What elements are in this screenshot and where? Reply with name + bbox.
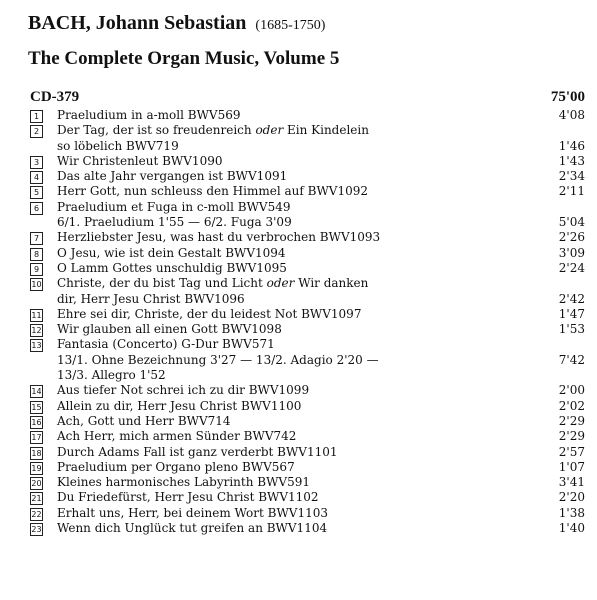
title-text: Wir glauben all einen Gott BWV1098 (57, 322, 282, 337)
track-title (57, 230, 541, 245)
track-title-line (57, 108, 541, 123)
track-row (30, 337, 585, 383)
track-title (57, 383, 541, 398)
track-title-line (57, 490, 541, 505)
title-text: Allein zu dir, Herr Jesu Christ BWV1100 (57, 398, 302, 413)
track-duration: 1'07 (558, 459, 585, 474)
track-title-line (57, 246, 541, 261)
track-title-line (57, 276, 541, 291)
title-italic-word: oder (266, 276, 295, 291)
track-number-box: 11 (31, 310, 42, 320)
track-duration: 1'40 (558, 521, 585, 536)
track-duration: 4'08 (558, 108, 585, 122)
track-duration: 3'41 (558, 475, 585, 490)
track-row (30, 506, 585, 521)
track-title-line (57, 475, 541, 490)
track-duration: 2'42 (558, 291, 585, 306)
track-title (57, 200, 541, 231)
track-title (57, 307, 541, 322)
track-title (57, 123, 541, 154)
track-row (30, 475, 585, 490)
track-number-box: 4 (30, 171, 43, 184)
track-row (30, 123, 585, 154)
track-number-box: 21 (31, 494, 42, 504)
track-title (57, 445, 541, 460)
track-number-box: 17 (31, 433, 42, 443)
track-title-line (57, 307, 541, 322)
track-title-line (57, 292, 541, 307)
title-text: Du Friedefürst, Herr Jesu Christ BWV1102 (57, 490, 319, 505)
track-title-line (57, 123, 541, 138)
track-number-box: 7 (30, 232, 43, 245)
track-number-box: 19 (31, 463, 42, 473)
title-text: Ehre sei dir, Christe, der du leidest Not BWV1097 (57, 306, 362, 321)
track-title (57, 184, 541, 199)
track-title (57, 429, 541, 444)
track-title-line (57, 337, 541, 352)
track-duration: 1'47 (558, 306, 585, 321)
title-text: Herzliebster Jesu, was hast du verbrochen BWV1093 (57, 230, 381, 245)
track-duration: 2'34 (558, 169, 585, 184)
title-text: Praeludium per Organo pleno BWV567 (57, 459, 295, 474)
title-text: Fantasia (Concerto) G-Dur BWV571 (57, 337, 275, 352)
track-duration: 3'09 (558, 245, 585, 260)
track-duration: 2'02 (558, 398, 585, 413)
track-duration: 2'00 (558, 383, 585, 398)
composer-name: BACH, Johann Sebastian (28, 12, 247, 34)
track-title-line (57, 139, 541, 154)
track-title-line (57, 383, 541, 398)
track-title (57, 490, 541, 505)
track-title (57, 414, 541, 429)
track-row (30, 322, 585, 337)
track-number-box: 22 (31, 509, 42, 519)
track-number-box: 9 (30, 263, 43, 276)
title-text: 13/3. Allegro 1'52 (57, 368, 166, 383)
title-text: 13/1. Ohne Bezeichnung 3'27 — 13/2. Adagio 2'20 — (57, 352, 379, 367)
track-title-line (57, 521, 541, 536)
track-title-line (57, 445, 541, 460)
track-title (57, 399, 541, 414)
track-number-box: 10 (31, 280, 42, 290)
title-text: Der Tag, der ist so freudenreich (57, 123, 256, 138)
track-title-line (57, 230, 541, 245)
track-title (57, 169, 541, 184)
track-row (30, 230, 585, 245)
track-row (30, 490, 585, 505)
track-row (30, 261, 585, 276)
track-row (30, 108, 585, 123)
track-title-line (57, 429, 541, 444)
catalog-row (30, 89, 585, 107)
track-title (57, 475, 541, 490)
track-number-box: 23 (31, 525, 42, 535)
track-row (30, 169, 585, 184)
track-duration: 2'11 (558, 184, 585, 199)
track-row (30, 460, 585, 475)
track-title (57, 337, 541, 383)
track-duration: 1'38 (558, 505, 585, 520)
title-text: Kleines harmonisches Labyrinth BWV591 (57, 475, 310, 490)
title-text: O Lamm Gottes unschuldig BWV1095 (57, 260, 287, 275)
track-title-line (57, 322, 541, 337)
track-row (30, 307, 585, 322)
track-row (30, 383, 585, 398)
title-text: O Jesu, wie ist dein Gestalt BWV1094 (57, 245, 286, 260)
title-text: Aus tiefer Not schrei ich zu dir BWV1099 (57, 383, 310, 398)
title-italic-word: oder (255, 123, 284, 138)
track-number-box: 16 (31, 417, 42, 427)
track-duration: 1'46 (558, 138, 585, 153)
title-text: Herr Gott, nun schleuss den Himmel auf BWV1092 (57, 184, 368, 199)
track-title (57, 246, 541, 261)
title-text: dir, Herr Jesu Christ BWV1096 (57, 291, 245, 306)
track-number-box: 13 (31, 341, 42, 351)
track-row (30, 399, 585, 414)
track-row (30, 154, 585, 169)
track-title-line (57, 353, 541, 368)
track-number-box: 2 (30, 125, 43, 138)
track-title (57, 276, 541, 307)
track-title (57, 521, 541, 536)
track-title (57, 108, 541, 123)
track-row (30, 246, 585, 261)
title-text: Praeludium in a-moll BWV569 (57, 108, 241, 122)
track-number-box: 12 (31, 326, 42, 336)
track-title (57, 154, 541, 169)
track-duration: 2'24 (558, 260, 585, 275)
track-title (57, 322, 541, 337)
title-text: Wir Christenleut BWV1090 (57, 153, 223, 168)
track-title-line (57, 506, 541, 521)
track-title (57, 261, 541, 276)
title-text: Ach Herr, mich armen Sünder BWV742 (57, 429, 297, 444)
title-text: Praeludium et Fuga in c-moll BWV549 (57, 199, 291, 214)
total-time: 75'00 (550, 89, 585, 105)
track-number-box: 6 (30, 202, 43, 215)
track-duration: 2'20 (558, 490, 585, 505)
track-title-line (57, 414, 541, 429)
track-row (30, 445, 585, 460)
track-title (57, 506, 541, 521)
composer-dates: (1685-1750) (255, 18, 326, 33)
track-list (30, 108, 585, 536)
track-title (57, 460, 541, 475)
title-text: so löbelich BWV719 (57, 138, 179, 153)
track-row (30, 414, 585, 429)
track-duration: 1'53 (558, 322, 585, 337)
track-row (30, 184, 585, 199)
track-row (30, 521, 585, 536)
track-title-line (57, 399, 541, 414)
track-row (30, 200, 585, 231)
title-text: Wir danken (294, 276, 369, 291)
track-row (30, 429, 585, 444)
track-number-box: 8 (30, 248, 43, 261)
album-title: The Complete Organ Music, Volume 5 (28, 48, 340, 69)
track-title-line (57, 261, 541, 276)
track-title-line (57, 215, 541, 230)
track-duration: 7'42 (558, 352, 585, 367)
track-number-box: 15 (31, 402, 42, 412)
title-text: Durch Adams Fall ist ganz verderbt BWV1101 (57, 444, 338, 459)
title-text: Wenn dich Unglück tut greifen an BWV1104 (57, 521, 328, 536)
track-duration: 2'26 (558, 230, 585, 245)
track-number-box: 20 (31, 479, 42, 489)
track-duration: 2'29 (558, 413, 585, 428)
track-title-line (57, 169, 541, 184)
composer-heading (28, 12, 325, 35)
track-duration: 1'43 (558, 153, 585, 168)
track-number-box: 3 (30, 156, 43, 169)
track-duration: 5'04 (558, 215, 585, 230)
track-number-box: 1 (30, 110, 43, 123)
title-text: Ein Kindelein (283, 123, 369, 138)
catalog-number: CD-379 (30, 89, 80, 105)
title-text: Christe, der du bist Tag und Licht (57, 276, 267, 291)
track-duration: 2'29 (558, 429, 585, 444)
track-row (30, 276, 585, 307)
track-number-box: 18 (31, 448, 42, 458)
title-text: Ach, Gott und Herr BWV714 (57, 413, 231, 428)
track-title-line (57, 154, 541, 169)
track-number-box: 5 (30, 186, 43, 199)
title-text: 6/1. Praeludium 1'55 — 6/2. Fuga 3'09 (57, 215, 292, 230)
title-text: Das alte Jahr vergangen ist BWV1091 (57, 169, 288, 184)
track-title-line (57, 460, 541, 475)
track-title-line (57, 184, 541, 199)
track-number-box: 14 (31, 387, 42, 397)
track-title-line (57, 368, 541, 383)
title-text: Erhalt uns, Herr, bei deinem Wort BWV1103 (57, 505, 329, 520)
track-title-line (57, 200, 541, 215)
track-duration: 2'57 (558, 444, 585, 459)
